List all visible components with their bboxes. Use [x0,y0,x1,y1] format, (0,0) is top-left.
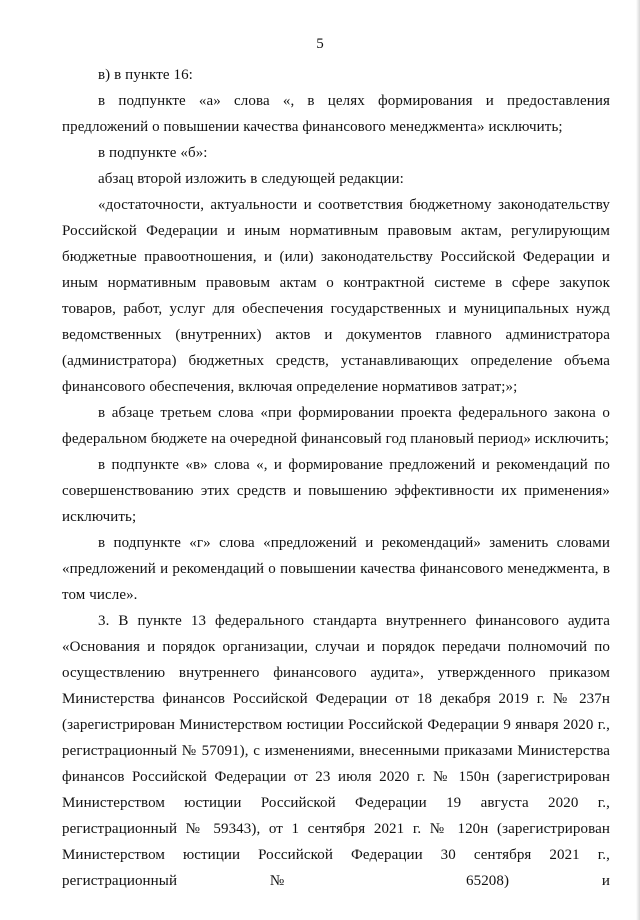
document-body [62,62,610,894]
paragraph-second-abzac: абзац второй изложить в следующей редакции: [98,171,404,187]
paragraph-third-abzac: в абзаце третьем слова «при формировании проекта федерального закона о федеральном бюджете на очередной финансовый год плановый период» исключить; [62,405,610,447]
paragraph-subitem-a: в подпункте «а» слова «, в целях формирования и предоставления предложений о повышении качества финансового менеджмента» исключить; [62,93,610,135]
paragraph-new-wording: «достаточности, актуальности и соответствия бюджетному законодательству Российской Федерации и иным нормативным правовым актам, регулирующим бюджетные правоотношения, и (или) законодательству Российской Федерации и иным нормативным правовым актам о контрактной системе в сфере закупок товаров, работ, услуг для обеспечения государственных и муниципальных нужд ведомственных (внутренних) актов и документов главного администратора (администратора) бюджетных средств, устанавливающих определение объема финансового обеспечения, включая определение нормативов затрат;»; [62,197,610,395]
paragraph-item-3: 3. В пункте 13 федерального стандарта внутреннего финансового аудита «Основания и порядок организации, случаи и порядок передачи полномочий по осуществлению внутреннего финансового аудита», утвержденного приказом Министерства финансов Российской Федерации от 18 декабря 2019 г. № 237н (зарегистрирован Министерством юстиции Российской Федерации 9 января 2020 г., регистрационный № 57091), с изменениями, внесенными приказами Министерства финансов Российской Федерации от 23 июля 2020 г. № 150н (зарегистрирован Министерством юстиции Российской Федерации 19 августа 2020 г., регистрационный № 59343), от 1 сентября 2021 г. № 120н (зарегистрирован Министерством юстиции Российской Федерации 30 сентября 2021 г., регистрационный № 65208) и [62,613,610,889]
scan-edge-shadow [636,0,640,920]
paragraph-subitem-g: в подпункте «г» слова «предложений и рекомендаций» заменить словами «предложений и рекомендаций о повышении качества финансового менеджмента, в том числе». [62,535,610,603]
paragraph-subitem-v: в подпункте «в» слова «, и формирование предложений и рекомендаций по совершенствованию этих средств и повышению эффективности их применения» исключить; [62,457,610,525]
paragraph-item-v: в) в пункте 16: [98,67,193,83]
paragraph-subitem-b: в подпункте «б»: [98,145,208,161]
page-number: 5 [316,36,324,52]
